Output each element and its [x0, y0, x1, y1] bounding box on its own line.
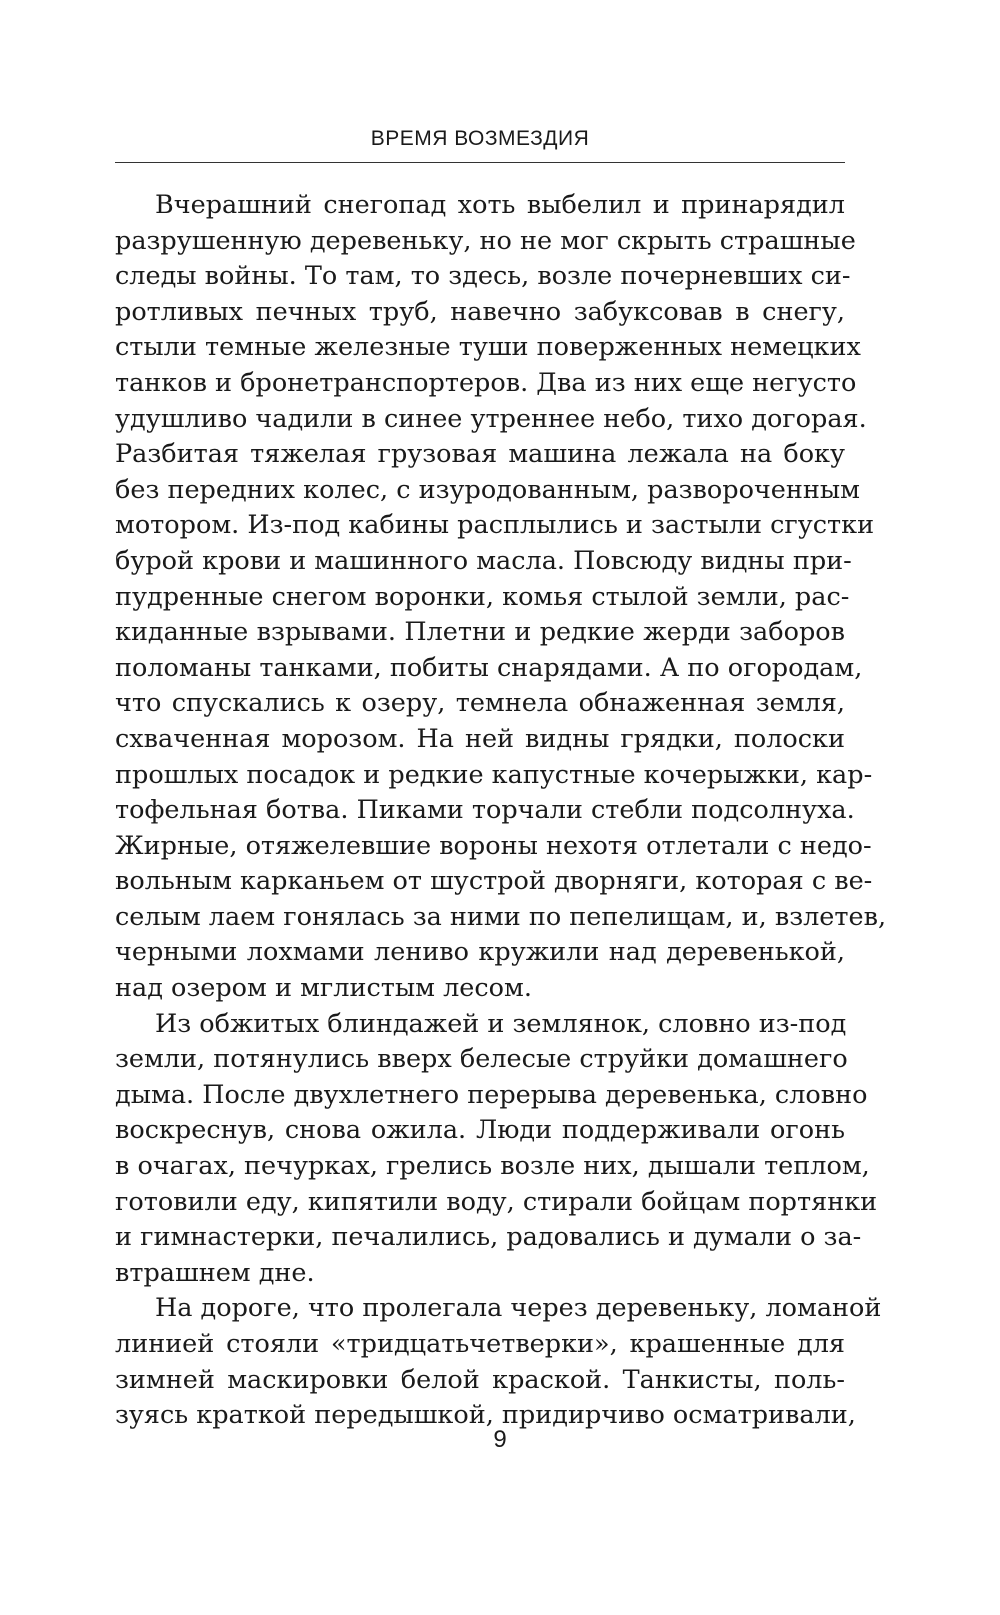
text-line: что спускались к озеру, темнела обнаженная земля, [115, 688, 845, 719]
text-line: Разбитая тяжелая грузовая машина лежала на боку [115, 439, 845, 470]
text-line: бурой крови и машинного масла. Повсюду видны при- [115, 545, 852, 576]
text-line: без передних колес, с изуродованным, развороченным [115, 474, 861, 505]
text-line: стыли темные железные туши поверженных немецких [115, 332, 861, 363]
text-line: в очагах, печурках, грелись возле них, дышали теплом, [115, 1151, 870, 1182]
text-line: киданные взрывами. Плетни и редкие жерди заборов [115, 617, 845, 648]
text-line: воскреснув, снова ожила. Люди поддерживали огонь [115, 1115, 845, 1146]
text-line: танков и бронетранспортеров. Два из них еще негусто [115, 367, 857, 398]
text-line: над озером и мглистым лесом. [115, 973, 532, 1004]
text-line: зуясь краткой передышкой, придирчиво осматривали, [115, 1400, 856, 1431]
paragraph [115, 1007, 878, 1292]
text-line: тофельная ботва. Пиками торчали стебли подсолнуха. [115, 795, 855, 826]
text-line: селым лаем гонялась за ними по пепелищам, и, взлетев, [115, 901, 887, 932]
text-line: вольным карканьем от шустрой дворняги, которая с ве- [115, 866, 873, 897]
text-line: дыма. После двухлетнего перерыва деревенька, словно [115, 1079, 868, 1110]
text-line: На дороге, что пролегала через деревеньку, ломаной [155, 1293, 882, 1324]
text-line: линией стояли «тридцатьчетверки», крашенные для [115, 1329, 845, 1359]
running-head [115, 124, 845, 163]
text-line: зимней маскировки белой краской. Танкисты, поль- [115, 1364, 845, 1395]
text-line: ротливых печных труб, навечно забуксовав в снегу, [115, 296, 845, 327]
text-line: схваченная морозом. На ней видны грядки, полоски [115, 723, 845, 754]
text-line: Из обжитых блиндажей и землянок, словно из-под [155, 1008, 847, 1039]
text-line: следы войны. То там, то здесь, возле почерневших си- [115, 261, 851, 292]
text-line: втрашнем дне. [115, 1257, 315, 1288]
text-line: Вчерашний снегопад хоть выбелил и принарядил [155, 190, 845, 220]
running-title: ВРЕМЯ ВОЗМЕЗДИЯ [370, 127, 590, 150]
text-line: земли, потянулись вверх белесые струйки домашнего [115, 1044, 848, 1075]
text-line: черными лохмами лениво кружили над деревенькой, [115, 937, 845, 968]
text-line: прошлых посадок и редкие капустные кочерыжки, кар- [115, 759, 873, 790]
text-line: поломаны танками, побиты снарядами. А по огородам, [115, 652, 863, 683]
text-line: готовили еду, кипятили воду, стирали бойцам портянки [115, 1186, 878, 1217]
paragraph [115, 188, 887, 1007]
body-text [115, 188, 887, 1434]
text-line: мотором. Из-под кабины расплылись и застыли сгустки [115, 510, 875, 541]
text-line: разрушенную деревеньку, но не мог скрыть страшные [115, 225, 856, 256]
text-line: пудренные снегом воронки, комья стылой земли, рас- [115, 581, 850, 612]
text-line: удушливо чадили в синее утреннее небо, тихо догорая. [115, 403, 867, 434]
paragraph [115, 1291, 882, 1433]
text-line: Жирные, отяжелевшие вороны нехотя отлетали с недо- [115, 830, 872, 861]
text-line: и гимнастерки, печалились, радовались и думали о за- [115, 1222, 862, 1253]
page-number: 9 [493, 1426, 507, 1453]
